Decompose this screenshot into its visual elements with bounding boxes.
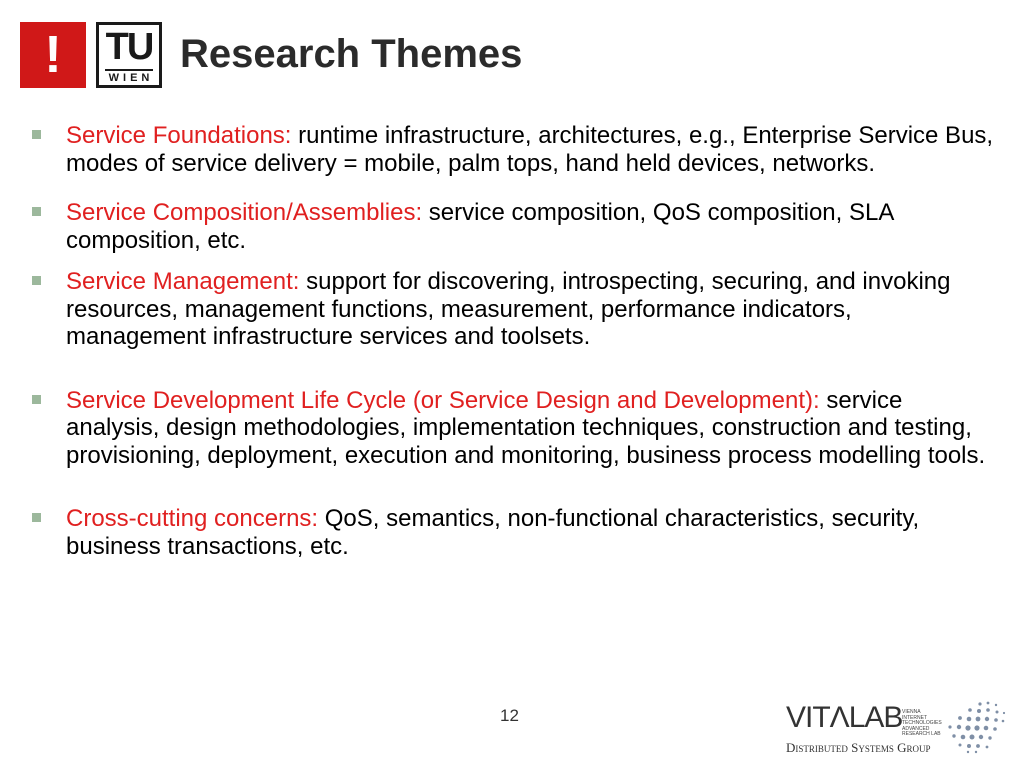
bullet-service-composition	[28, 199, 998, 254]
tu-wien-logo	[96, 22, 162, 88]
square-bullet-icon	[32, 130, 41, 139]
tu-logo-letters: TU	[105, 26, 153, 68]
vitalab-logo	[786, 700, 1008, 758]
bullet-text: support for discovering, introspecting, securing, and invoking resources, management functions, measurement, performance indicators, management infrastructure services and toolsets.	[66, 268, 951, 350]
dot-pattern-icon	[940, 700, 1006, 754]
vitalab-subtitle: VIENNA INTERNET TECHNOLOGIES ADVANCED RESEARCH LAB	[902, 709, 942, 738]
bullet-text: service analysis, design methodologies, implementation techniques, construction and testing, provisioning, deployment, execution and monitoring, business process modelling tools.	[66, 386, 986, 469]
exclamation-mark: !	[44, 26, 62, 84]
bullet-text: QoS, semantics, non-functional characteristics, security, business transactions, etc.	[66, 505, 920, 560]
vitalab-wordmark: VITΛLAB	[786, 701, 903, 734]
slide-title: Research Themes	[180, 32, 523, 76]
research-themes-list	[28, 122, 998, 560]
square-bullet-icon	[32, 513, 41, 522]
bullet-service-development-life-cycle	[28, 387, 998, 470]
square-bullet-icon	[32, 207, 41, 216]
bullet-service-foundations	[28, 122, 998, 177]
page-number: 12	[500, 706, 519, 725]
distributed-systems-group-label: Distributed Systems Group	[786, 740, 931, 755]
bullet-cross-cutting-concerns	[28, 505, 998, 560]
bullet-text: service composition, QoS composition, SLA composition, etc.	[66, 199, 894, 254]
square-bullet-icon	[32, 395, 41, 404]
bullet-term: Cross-cutting concerns:	[66, 505, 319, 532]
bullet-term: Service Management:	[66, 268, 300, 295]
bullet-term: Service Development Life Cycle (or Service Design and Development):	[66, 386, 820, 414]
tu-logo-city: WIEN	[108, 72, 154, 84]
bullet-term: Service Composition/Assemblies:	[66, 199, 423, 226]
tu-exclamation-logo	[20, 22, 86, 88]
bullet-term: Service Foundations:	[66, 122, 292, 149]
bullet-service-management	[28, 268, 998, 351]
bullet-text: runtime infrastructure, architectures, e.g., Enterprise Service Bus, modes of service delivery = mobile, palm tops, hand held devices, networks.	[66, 122, 994, 177]
square-bullet-icon	[32, 276, 41, 285]
